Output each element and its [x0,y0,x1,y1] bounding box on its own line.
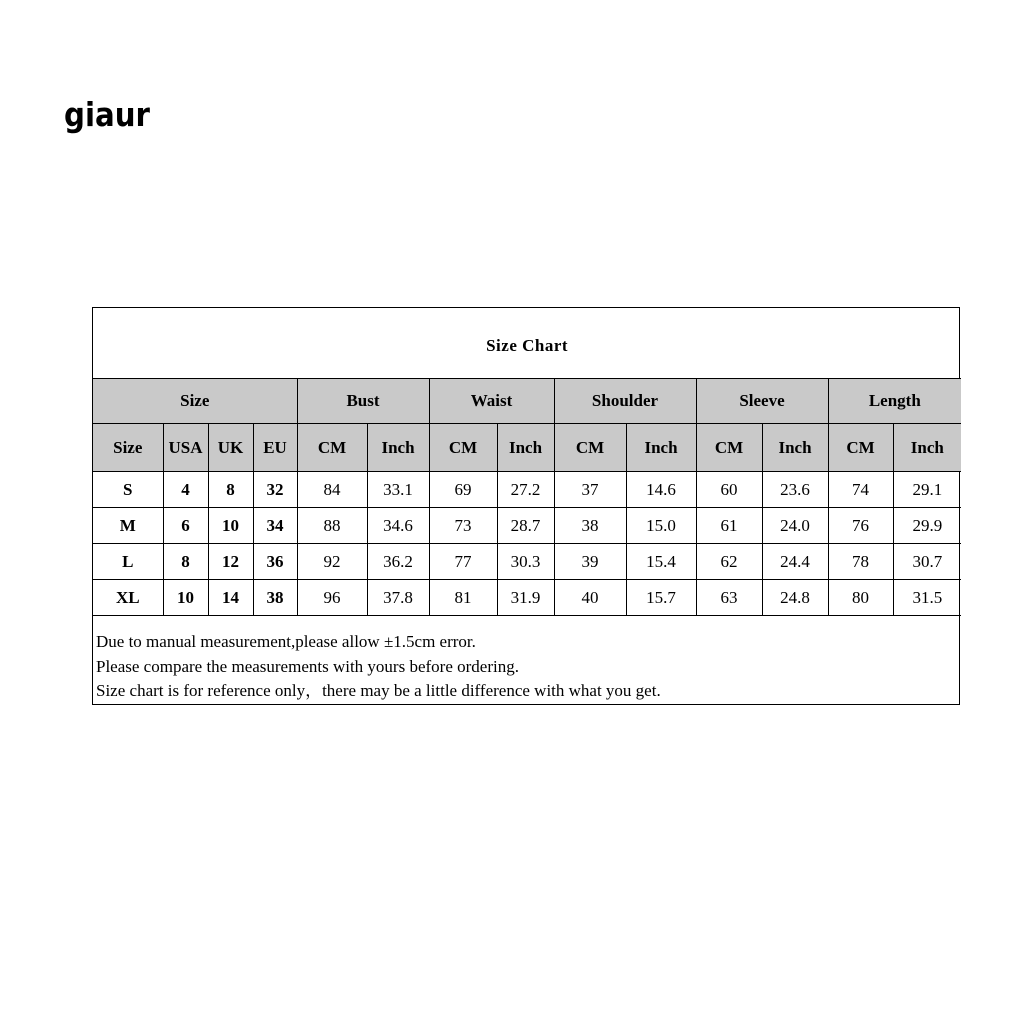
cell-sleeve-cm: 62 [696,544,762,580]
cell-sleeve-inch: 24.8 [762,580,828,616]
cell-waist-inch: 31.9 [497,580,554,616]
cell-sleeve-cm: 60 [696,472,762,508]
table-row [93,508,961,544]
brand-logo [64,96,154,138]
cell-eu: 38 [253,580,297,616]
sub-header-sleeve-cm: CM [696,424,762,472]
cell-length-inch: 29.9 [893,508,961,544]
cell-shoulder-inch: 14.6 [626,472,696,508]
cell-length-inch: 30.7 [893,544,961,580]
size-chart-table [93,308,961,616]
cell-usa: 4 [163,472,208,508]
cell-uk: 8 [208,472,253,508]
group-header-row [93,379,961,424]
cell-sleeve-inch: 24.0 [762,508,828,544]
group-header-length: Length [828,379,961,424]
cell-eu: 32 [253,472,297,508]
cell-size: XL [93,580,163,616]
cell-bust-cm: 92 [297,544,367,580]
group-header-bust: Bust [297,379,429,424]
cell-bust-cm: 84 [297,472,367,508]
cell-sleeve-inch: 23.6 [762,472,828,508]
group-header-waist: Waist [429,379,554,424]
cell-length-cm: 76 [828,508,893,544]
cell-shoulder-cm: 38 [554,508,626,544]
cell-bust-inch: 33.1 [367,472,429,508]
cell-uk: 10 [208,508,253,544]
table-row [93,544,961,580]
brand-logo-text: giaur [64,96,151,134]
sub-header-bust-inch: Inch [367,424,429,472]
sub-header-eu: EU [253,424,297,472]
cell-usa: 6 [163,508,208,544]
cell-shoulder-inch: 15.4 [626,544,696,580]
group-header-sleeve: Sleeve [696,379,828,424]
sub-header-uk: UK [208,424,253,472]
cell-eu: 34 [253,508,297,544]
sub-header-waist-cm: CM [429,424,497,472]
cell-sleeve-inch: 24.4 [762,544,828,580]
cell-uk: 14 [208,580,253,616]
cell-shoulder-inch: 15.0 [626,508,696,544]
cell-uk: 12 [208,544,253,580]
sub-header-length-cm: CM [828,424,893,472]
cell-waist-cm: 77 [429,544,497,580]
sub-header-row [93,424,961,472]
cell-waist-cm: 73 [429,508,497,544]
note-line: Size chart is for reference only，there may be a little difference with what you get. [96,681,661,700]
sub-header-length-inch: Inch [893,424,961,472]
group-header-shoulder: Shoulder [554,379,696,424]
sub-header-size: Size [93,424,163,472]
cell-shoulder-inch: 15.7 [626,580,696,616]
sub-header-waist-inch: Inch [497,424,554,472]
sub-header-usa: USA [163,424,208,472]
cell-length-inch: 29.1 [893,472,961,508]
cell-waist-inch: 28.7 [497,508,554,544]
table-row [93,580,961,616]
cell-length-cm: 74 [828,472,893,508]
cell-sleeve-cm: 61 [696,508,762,544]
sub-header-shoulder-cm: CM [554,424,626,472]
cell-length-cm: 80 [828,580,893,616]
cell-waist-cm: 69 [429,472,497,508]
cell-waist-inch: 27.2 [497,472,554,508]
group-header-size: Size [93,379,297,424]
sub-header-bust-cm: CM [297,424,367,472]
cell-bust-inch: 34.6 [367,508,429,544]
cell-eu: 36 [253,544,297,580]
cell-length-cm: 78 [828,544,893,580]
cell-shoulder-cm: 39 [554,544,626,580]
size-chart [92,307,960,705]
cell-size: S [93,472,163,508]
cell-shoulder-cm: 40 [554,580,626,616]
cell-usa: 8 [163,544,208,580]
cell-bust-cm: 96 [297,580,367,616]
cell-size: M [93,508,163,544]
note-line: Due to manual measurement,please allow ±1.5cm error. [96,632,476,651]
brand-logo-wordmark [64,96,154,138]
chart-title: Size Chart [93,308,961,379]
cell-size: L [93,544,163,580]
cell-sleeve-cm: 63 [696,580,762,616]
cell-length-inch: 31.5 [893,580,961,616]
cell-shoulder-cm: 37 [554,472,626,508]
cell-waist-inch: 30.3 [497,544,554,580]
cell-bust-inch: 36.2 [367,544,429,580]
cell-waist-cm: 81 [429,580,497,616]
cell-usa: 10 [163,580,208,616]
sub-header-sleeve-inch: Inch [762,424,828,472]
cell-bust-cm: 88 [297,508,367,544]
measurement-notes [93,616,959,704]
cell-bust-inch: 37.8 [367,580,429,616]
table-row [93,472,961,508]
sub-header-shoulder-inch: Inch [626,424,696,472]
note-line: Please compare the measurements with yours before ordering. [96,656,519,676]
